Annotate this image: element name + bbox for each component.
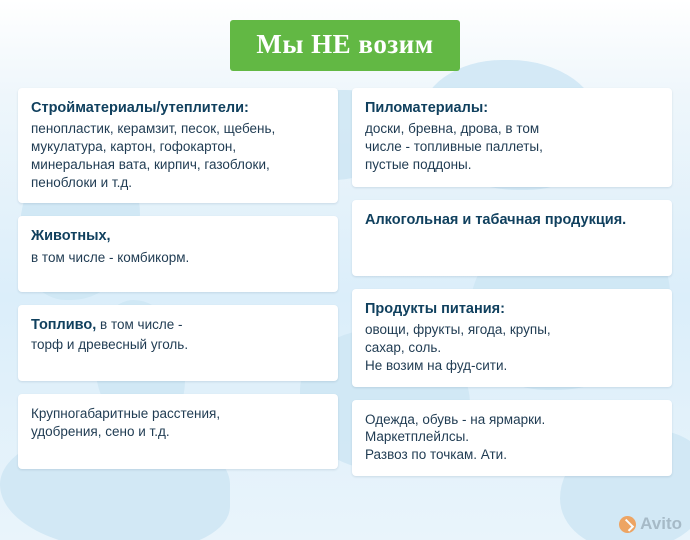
card-building-materials [18,88,338,203]
card-clothing-marketplaces [352,400,672,476]
page-title: Мы НЕ возим [230,20,459,71]
card-alcohol-tobacco [352,200,672,276]
card-line: числе - топливные паллеты, [365,138,543,154]
column-left [18,88,338,476]
card-heading: Продукты питания: [365,301,505,317]
avito-watermark [619,514,682,534]
card-line: в том числе - комбикорм. [31,249,190,265]
card-line: минеральная вата, кирпич, газоблоки, [31,156,270,172]
card-line: овощи, фрукты, ягода, крупы, [365,322,551,338]
card-food-products [352,289,672,387]
cards-grid [18,88,672,476]
card-line: доски, бревна, дрова, в том [365,121,540,137]
card-fuel [18,305,338,381]
card-line: Развоз по точкам. Ати. [365,447,507,463]
card-line: Одежда, обувь - на ярмарки. [365,411,546,427]
card-heading: Алкогольная и табачная продукция. [365,212,627,228]
card-line: Не возим на фуд-сити. [365,357,508,373]
card-heading: Животных, [31,228,111,245]
card-line: сахар, соль. [365,339,442,355]
card-lumber [352,88,672,187]
card-line: мукулатура, картон, гофокартон, [31,138,237,154]
card-heading-tail: в том числе - [96,317,183,333]
card-line: Маркетплейлсы. [365,429,470,445]
card-heading: Топливо, [31,317,97,334]
card-heading: Стройматериалы/утеплители: [31,100,249,116]
card-line: Крупногабаритные расстения, [31,406,221,422]
watermark-label: Avito [640,514,682,533]
title-banner [0,20,690,71]
card-line: удобрения, сено и т.д. [31,424,170,440]
card-line: пеноблоки и т.д. [31,174,132,190]
checkmark-circle-icon [619,516,636,533]
card-oversized-plants [18,394,338,469]
card-line: пенопластик, керамзит, песок, щебень, [31,121,276,137]
card-line: пустые поддоны. [365,156,472,172]
column-right [352,88,672,476]
card-line: торф и древесный уголь. [31,336,189,352]
card-heading: Пиломатериалы: [365,100,489,116]
card-animals [18,216,338,292]
